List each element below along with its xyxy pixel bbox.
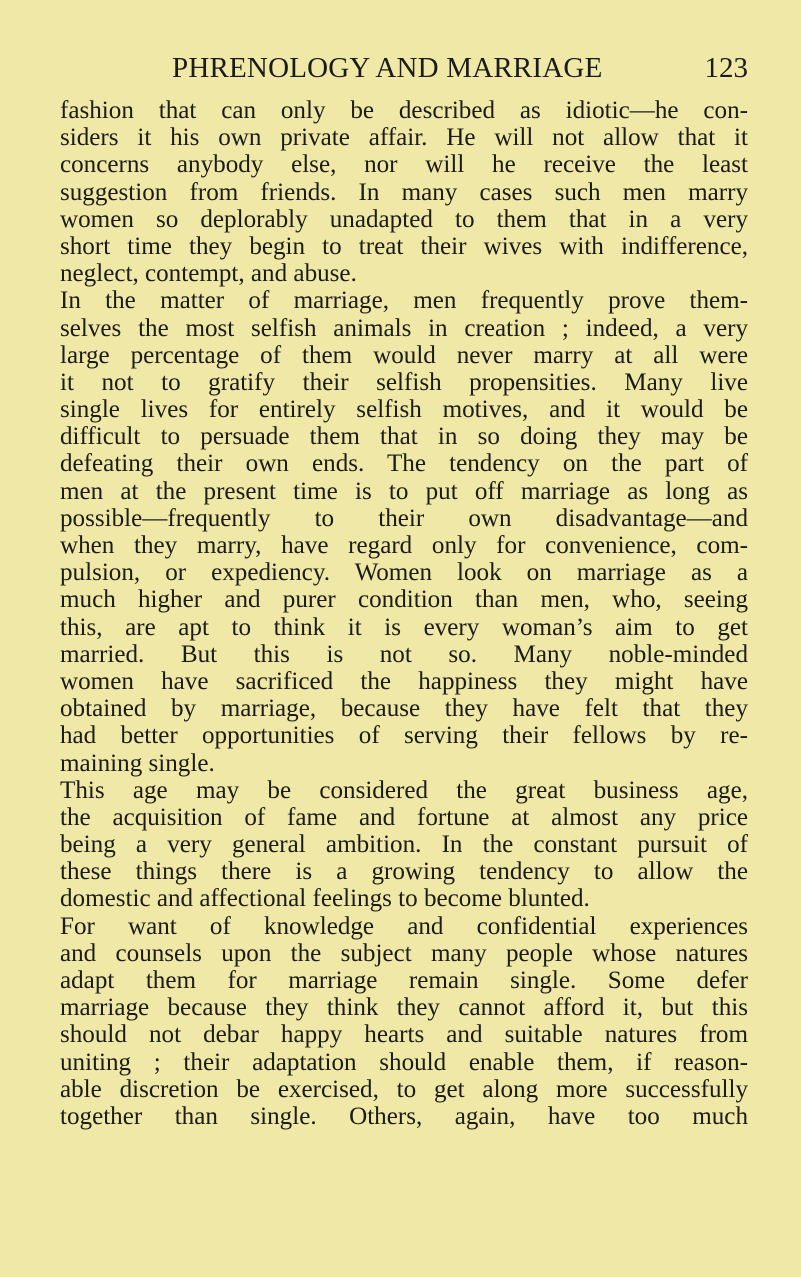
text-line: suggestion from friends. In many cases such men marry [60, 178, 748, 206]
text-line: For want of knowledge and confidential experiences [60, 912, 748, 940]
page-number: 123 [704, 52, 748, 84]
text-line: selves the most selfish animals in creation ; indeed, a very [60, 314, 748, 342]
text-line: when they marry, have regard only for convenience, com- [60, 532, 748, 559]
text-line: this, are apt to think it is every woman’s aim to get [60, 613, 748, 641]
text-line: it not to gratify their selfish propensities. Many live [60, 368, 748, 396]
text-line: had better opportunities of serving their fellows by re- [60, 722, 748, 750]
text-line: single lives for entirely selfish motives, and it would be [60, 396, 748, 424]
text-line: domestic and affectional feelings to become blunted. [60, 885, 590, 913]
text-line: siders it his own private affair. He will not allow that it [60, 124, 748, 152]
text-line: and counsels upon the subject many people whose natures [60, 939, 748, 967]
text-line: In the matter of marriage, men frequently prove them- [60, 287, 748, 315]
text-line: pulsion, or expediency. Women look on marriage as a [60, 559, 748, 587]
text-line: being a very general ambition. In the constant pursuit of [60, 831, 748, 859]
text-line: difficult to persuade them that in so doing they may be [60, 423, 748, 451]
text-line: short time they begin to treat their wives with indifference, [60, 232, 748, 260]
text-line: large percentage of them would never marry at all were [60, 341, 748, 369]
text-line: concerns anybody else, nor will he receive the least [60, 151, 748, 179]
text-line: adapt them for marriage remain single. Some defer [60, 967, 748, 994]
text-line: together than single. Others, again, have too much [60, 1102, 748, 1130]
text-line: fashion that can only be described as idiotic—he con- [60, 97, 748, 124]
text-line: marriage because they think they cannot afford it, but this [60, 994, 748, 1022]
text-line: obtained by marriage, because they have felt that they [60, 695, 748, 723]
text-line: much higher and purer condition than men, who, seeing [60, 586, 748, 614]
text-line: maining single. [60, 749, 215, 777]
text-line: neglect, contempt, and abuse. [60, 260, 357, 288]
text-line: the acquisition of fame and fortune at almost any price [60, 803, 748, 831]
text-line: able discretion be exercised, to get along more successfully [60, 1075, 748, 1103]
text-line: married. But this is not so. Many noble-minded [60, 640, 748, 668]
text-line: defeating their own ends. The tendency on the part of [60, 450, 748, 478]
text-line: possible—frequently to their own disadvantage—and [60, 504, 748, 532]
text-line: This age may be considered the great business age, [60, 776, 748, 804]
text-line: uniting ; their adaptation should enable them, if reason- [60, 1048, 748, 1076]
text-line: should not debar happy hearts and suitable natures from [60, 1021, 748, 1049]
text-line: men at the present time is to put off marriage as long as [60, 477, 748, 505]
running-head [60, 50, 748, 86]
running-title: PHRENOLOGY AND MARRIAGE [172, 52, 603, 84]
text-line: these things there is a growing tendency to allow the [60, 858, 748, 886]
body-text [60, 97, 748, 1130]
text-line: women have sacrificed the happiness they might have [60, 667, 748, 695]
text-line: women so deplorably unadapted to them that in a very [60, 205, 748, 233]
